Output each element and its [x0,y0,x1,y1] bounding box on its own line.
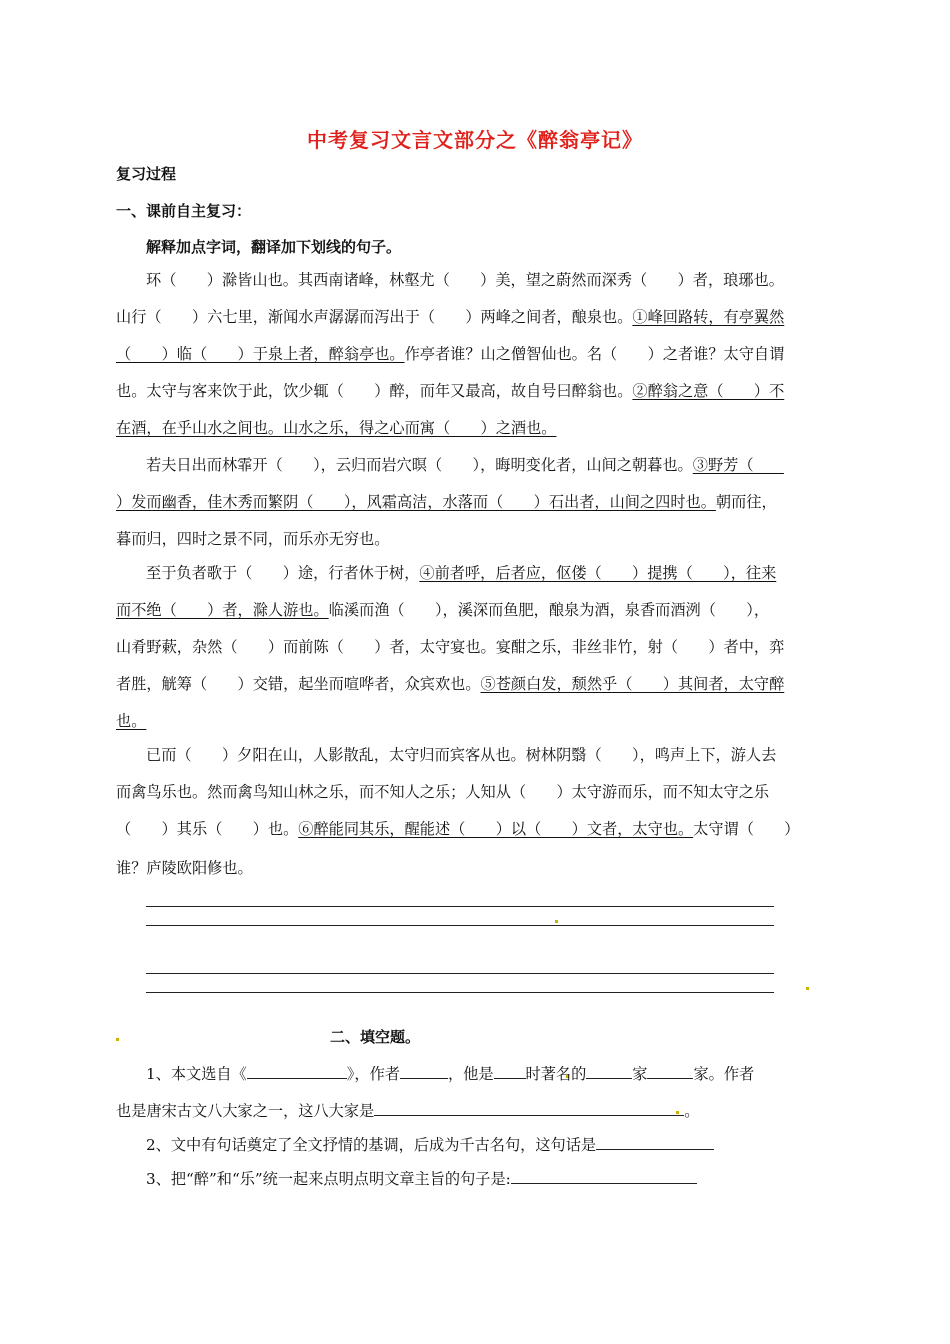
passage-line: （ ）临（ ）于泉上者，醉翁亭也。作亭者谁？山之僧智仙也。名（ ）之者谁？太守自谓 [116,345,785,363]
passage-line: 若夫日出而林霏开（ ），云归而岩穴暝（ ），晦明变化者，山间之朝暮也。③野芳（ [146,456,784,474]
answer-blank[interactable] [586,1062,632,1079]
stray-mark [555,920,558,923]
answer-blank[interactable] [511,1167,697,1184]
translate-sentence-4: ④前者呼，后者应，伛偻（ ）提携（ ），往来 [419,564,777,582]
pre-class-heading: 一、课前自主复习： [116,202,252,220]
answer-line[interactable] [146,925,774,926]
process-heading: 复习过程 [116,165,177,183]
answer-blank[interactable] [596,1133,714,1150]
passage-line: 也。太守与客来饮于此，饮少辄（ ）醉，而年又最高，故自号曰醉翁也。②醉翁之意（ ）不 [116,382,785,400]
answer-blank[interactable] [647,1062,693,1079]
passage-line [116,418,840,438]
fill-heading: 二、填空题。 [330,1028,421,1046]
translate-sentence-3: ）发而幽香，佳木秀而繁阴（ ），风霜高洁，水落而（ ）石出者，山间之四时也。 [116,493,716,511]
passage-line: 而禽鸟乐也。然而禽鸟知山林之乐，而不知人之乐；人知从（ ）太守游而乐，而不知太守之乐 [116,783,770,801]
stray-mark [116,1038,119,1041]
answer-blank[interactable] [494,1062,526,1079]
passage-line: 者胜，觥筹（ ）交错，起坐而喧哗者，众宾欢也。⑤苍颜白发，颓然乎（ ）其间者，太守醉 [116,675,785,693]
translate-sentence-5: ⑤苍颜白发，颓然乎（ ）其间者，太守醉 [480,675,785,693]
question-2: 2、文中有句话奠定了全文抒情的基调，后成为千古名句，这句话是 [146,1133,840,1155]
answer-blank[interactable] [374,1099,684,1116]
stray-mark [806,987,809,990]
passage-line: （ ）其乐（ ）也。⑥醉能同其乐，醒能述（ ）以（ ）文者，太守也。太守谓（ ） [116,820,800,838]
passage-line: 而不绝（ ）者，滁人游也。临溪而渔（ ），溪深而鱼肥，酿泉为酒，泉香而酒洌（ ）， [116,601,770,619]
translate-sentence-1: ①峰回路转，有亭翼然 [632,308,785,326]
translate-sentence-5: 也。 [116,712,147,730]
instruction: 解释加点字词，翻译加下划线的句子。 [146,238,402,256]
answer-blank[interactable] [400,1062,448,1079]
translate-sentence-4: 而不绝（ ）者，滁人游也。 [116,601,329,619]
passage-line: ）发而幽香，佳木秀而繁阴（ ），风霜高洁，水落而（ ）石出者，山间之四时也。朝而往， [116,493,777,511]
passage-line [116,711,840,731]
passage-line: 谁？庐陵欧阳修也。 [116,859,253,877]
passage-line: 至于负者歌于（ ）途，行者休于树，④前者呼，后者应，伛偻（ ）提携（ ），往来 [146,564,777,582]
passage-line: 暮而归，四时之景不同，而乐亦无穷也。 [116,530,390,548]
question-3: 3、把“醉”和“乐”统一起来点明点明文章主旨的句子是: [146,1167,840,1189]
page-title: 中考复习文言文部分之《醉翁亭记》 [307,128,643,152]
answer-line[interactable] [146,906,774,907]
answer-blank[interactable] [247,1062,347,1079]
question-1: 1、本文选自《 》，作者 ，他是 时著名的 家 家。作者 [146,1062,840,1084]
answer-line[interactable] [146,992,774,993]
translate-sentence-2: 在酒，在乎山水之间也。山水之乐，得之心而寓（ ）之酒也。 [116,419,557,437]
translate-sentence-1: （ ）临（ ）于泉上者，醉翁亭也。 [116,345,405,363]
passage-line: 山行（ ）六七里，渐闻水声潺潺而泻出于（ ）两峰之间者，酿泉也。①峰回路转，有亭翼然 [116,308,785,326]
question-1-cont: 也是唐宋古文八大家之一，这八大家是 。 [116,1099,840,1121]
passage-line: 已而（ ）夕阳在山，人影散乱，太守归而宾客从也。树林阴翳（ ），鸣声上下，游人去 [146,746,777,764]
translate-sentence-2: ②醉翁之意（ ）不 [632,382,785,400]
translate-sentence-3: ③野芳（ [692,456,784,474]
answer-line[interactable] [146,973,774,974]
translate-sentence-6: ⑥醉能同其乐，醒能述（ ）以（ ）文者，太守也。 [298,820,694,838]
passage-line: 山肴野蔌，杂然（ ）而前陈（ ）者，太守宴也。宴酣之乐，非丝非竹，射（ ）者中，弈 [116,638,785,656]
passage-line: 环（ ）滁皆山也。其西南诸峰，林壑尤（ ）美，望之蔚然而深秀（ ）者，琅琊也。 [146,271,784,289]
